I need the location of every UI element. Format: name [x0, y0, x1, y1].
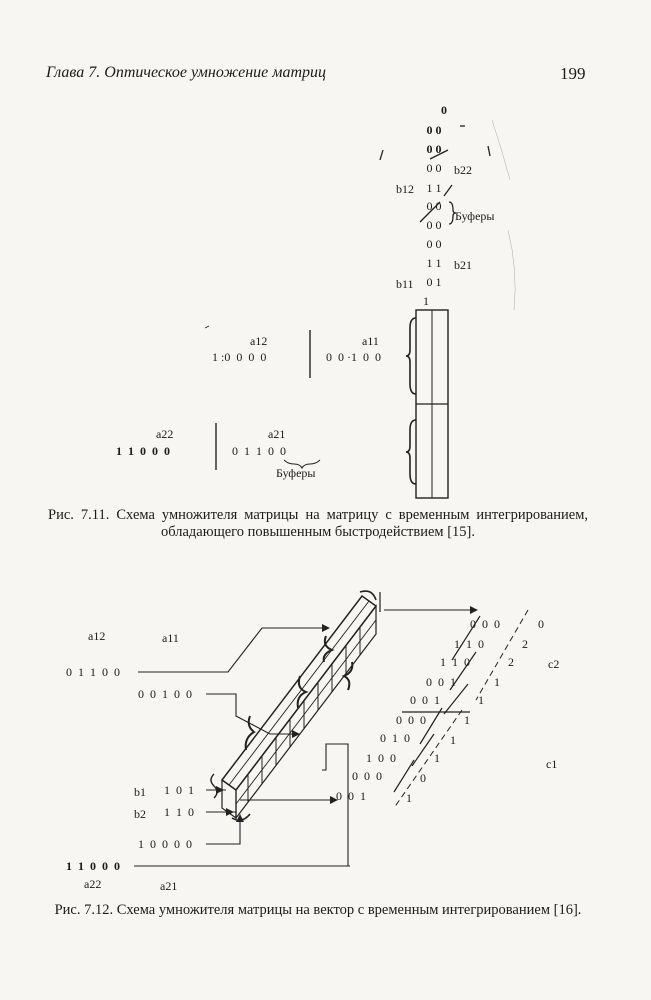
output-row: 0 0 0: [396, 713, 426, 727]
label-a22: a22: [156, 427, 174, 441]
label-a22: a22: [84, 877, 102, 891]
b-column-entry: 0 0: [426, 218, 442, 232]
b-column-entry: 0 0: [426, 199, 442, 213]
b-column-entry: 1 1: [426, 181, 442, 195]
label-b2: b2: [134, 807, 146, 821]
b-column-entry: 0 1: [426, 275, 442, 289]
label-a12: a12: [250, 334, 268, 348]
matrix-row-2-left: 1 1 0 0 0: [116, 444, 170, 458]
output-row: 1 1 0: [440, 655, 470, 669]
matrix-row-1-right: 0 0 ·1 0 0: [326, 350, 381, 364]
label-c1: c1: [546, 757, 558, 771]
page-number: 199: [560, 64, 586, 83]
output-sum: 0: [538, 617, 544, 631]
buffers-label-bottom: Буферы: [276, 466, 316, 480]
label-c2: c2: [548, 657, 560, 671]
output-sum: 1: [494, 675, 500, 689]
output-sum: 1: [464, 713, 470, 727]
output-sum: 2: [522, 637, 528, 651]
b-column-entry: 0 0: [426, 237, 442, 251]
b-column-entry: 0: [441, 103, 447, 117]
matrix-row-1-left: 1 :0 0 0 0: [212, 350, 267, 364]
output-row: 0 0 1: [426, 675, 456, 689]
output-sum: 1: [406, 791, 412, 805]
running-header-title: Глава 7. Оптическое умножение матриц: [46, 64, 326, 81]
figure-7-11-caption: Рис. 7.11. Схема умножителя матрицы на матрицу с временным интегрированием, обладающего повышенным быстродействием [15].: [48, 507, 588, 540]
input-row-01100: 0 1 1 0 0: [66, 665, 120, 679]
label-a11: a11: [362, 334, 379, 348]
b-column-entry: 0 0: [426, 161, 442, 175]
output-sum: 0: [420, 771, 426, 785]
output-sum: 1: [450, 733, 456, 747]
input-row-10000: 1 0 0 0 0: [138, 837, 192, 851]
output-sum: 2: [508, 655, 514, 669]
label-b1: b1: [134, 785, 146, 799]
input-row-11000: 1 1 0 0 0: [66, 859, 120, 873]
b-column-entry: 1 1: [426, 256, 442, 270]
b-column-entry: 0 0: [426, 142, 442, 156]
vector-row-b1: 1 0 1: [164, 783, 194, 797]
label-a21: a21: [268, 427, 286, 441]
input-row-00100: 0 0 1 0 0: [138, 687, 192, 701]
label-b12: b12: [396, 182, 414, 196]
output-row: 0 1 0: [380, 731, 410, 745]
output-row: 1 1 0: [454, 637, 484, 651]
label-b21: b21: [454, 258, 472, 272]
b-column-entry: 1: [423, 294, 429, 308]
output-row: 0 0 0: [352, 769, 382, 783]
output-row: 0 0 1: [410, 693, 440, 707]
output-row: 0 0 0: [470, 617, 500, 631]
matrix-row-2-right: 0 1 1 0 0: [232, 444, 286, 458]
figure-7-12-caption: Рис. 7.12. Схема умножителя матрицы на вектор с временным интегрированием [16].: [54, 902, 582, 918]
b-column-entry: 0 0: [426, 123, 442, 137]
label-a12: a12: [88, 629, 106, 643]
output-sum: 1: [434, 751, 440, 765]
label-a21: a21: [160, 879, 178, 893]
label-b11: b11: [396, 277, 414, 291]
output-row: 0 0 1: [336, 789, 366, 803]
vector-row-b2: 1 1 0: [164, 805, 194, 819]
label-a11: a11: [162, 631, 179, 645]
label-b22: b22: [454, 163, 472, 177]
output-sum: 1: [478, 693, 484, 707]
output-row: 1 0 0: [366, 751, 396, 765]
buffers-label-top: Буферы: [455, 209, 495, 223]
signal-paths: [134, 610, 470, 866]
